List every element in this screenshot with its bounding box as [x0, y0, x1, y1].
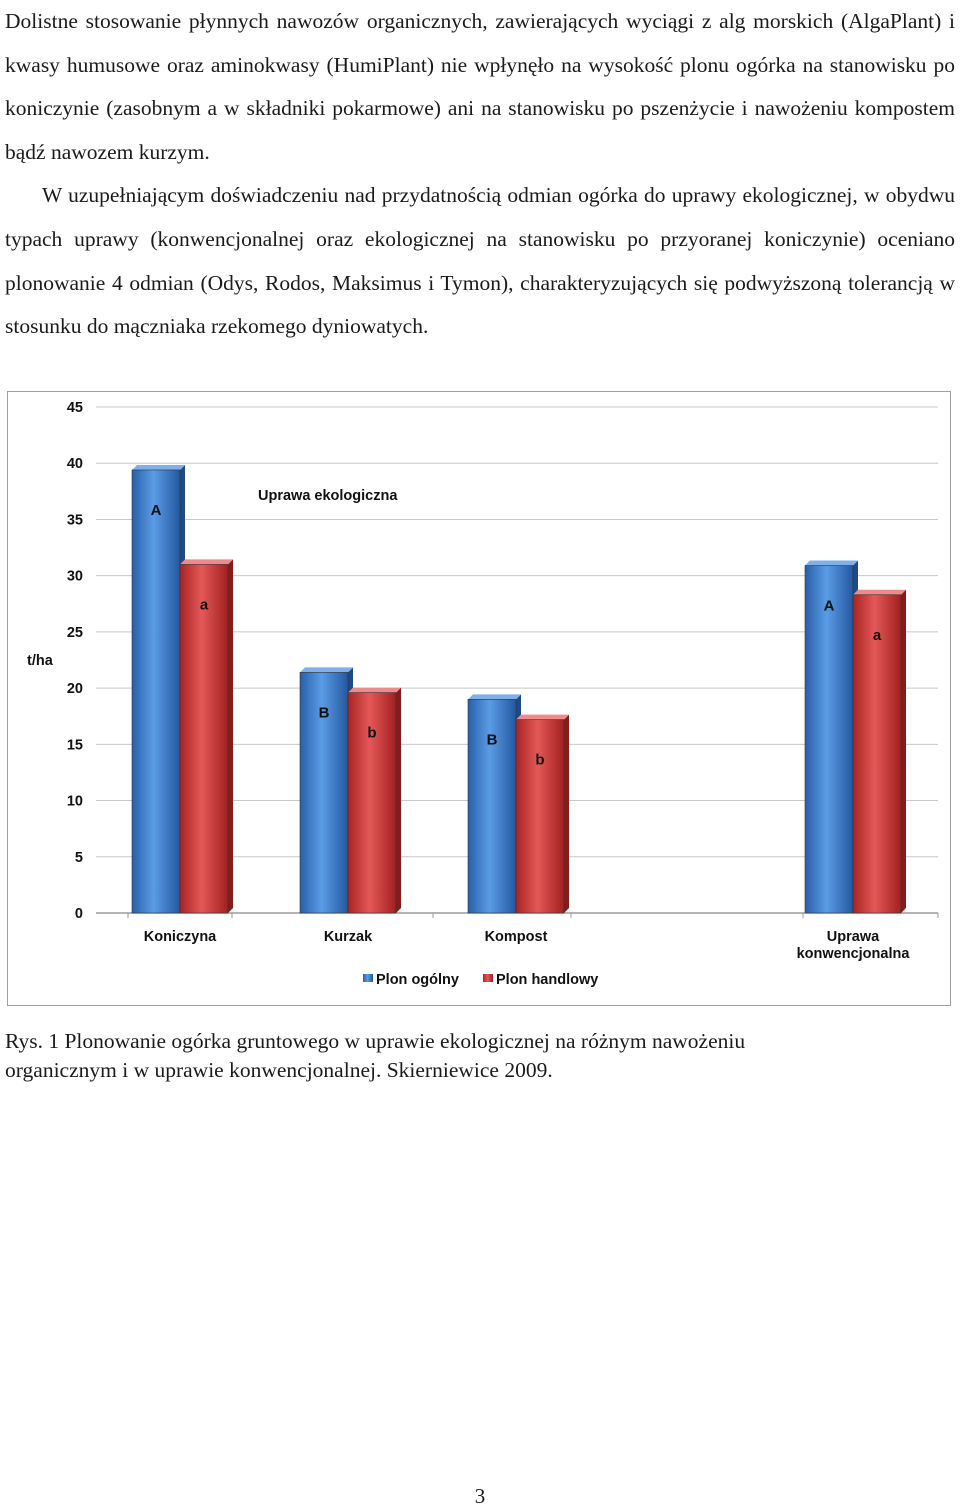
body-text: [5, 0, 955, 349]
chart-legend: [363, 972, 598, 988]
x-category-label: Uprawa konwencjonalna: [796, 929, 910, 962]
x-category-label: Kurzak: [323, 929, 373, 945]
paragraph-2: W uzupełniającym doświadczeniu nad przydatnością odmian ogórka do uprawy ekologicznej, w obydwu typach uprawy (konwencjonalnej oraz ekologicznej na stanowisku po przyoranej koniczynie) oceniano plonowanie 4 odmian (Odys, Rodos, Maksimus i Tymon), charakteryzujących się podwyższoną tolerancją w stosunku do mączniaka rzekomego dyniowatych.: [5, 183, 955, 339]
figure-caption: [5, 1027, 955, 1085]
bar-letter-label: a: [199, 596, 209, 614]
y-tick-label: 0: [74, 906, 83, 922]
page-number: 3: [474, 1484, 486, 1508]
chart-container: [7, 391, 951, 1006]
y-axis-label: t/ha: [27, 653, 53, 669]
bar-plon-ogolny: [132, 465, 185, 913]
caption-line-1: Rys. 1 Plonowanie ogórka gruntowego w uprawie ekologicznej na różnym nawożeniu: [5, 1029, 746, 1053]
bar-letter-label: A: [823, 597, 835, 615]
y-tick-label: 25: [66, 624, 83, 641]
chart-annotation: Uprawa ekologiczna: [258, 488, 398, 504]
y-tick-label: 20: [66, 681, 83, 698]
bar-letter-label: b: [367, 724, 377, 742]
y-tick-label: 30: [66, 568, 83, 585]
bar-top: [132, 465, 185, 470]
bar-front: [132, 470, 180, 913]
bar-front: [516, 720, 564, 913]
bar-side: [901, 590, 906, 913]
yield-bar-chart: [8, 392, 949, 1004]
bar-top: [805, 561, 858, 566]
caption-line-2: organicznym i w uprawie konwencjonalnej. Skierniewice 2009.: [5, 1058, 553, 1082]
x-category-label: Koniczyna: [143, 929, 217, 945]
bar-side: [564, 715, 569, 913]
bar-letter-label: B: [318, 704, 330, 722]
legend-label-plon-handlowy: Plon handlowy: [496, 972, 599, 988]
y-tick-label: 15: [66, 737, 83, 754]
bar-letter-label: A: [150, 501, 162, 519]
bar-top: [348, 688, 401, 693]
y-tick-label: 5: [74, 849, 83, 866]
y-tick-label: 10: [66, 793, 83, 810]
legend-swatch-plon-handlowy: [483, 974, 493, 982]
x-category-label: Kompost: [484, 929, 548, 945]
bar-plon-handlowy: [348, 688, 401, 913]
paragraph-1: Dolistne stosowanie płynnych nawozów organicznych, zawierających wyciągi z alg morskich (AlgaPlant) i kwasy humusowe oraz aminokwasy (HumiPlant) nie wpłynęło na wysokość plonu ogórka na stanowisku po koniczynie (zasobnym a w składniki pokarmowe) ani na stanowisku po pszenżycie i nawożeniu kompostem bądź nawozem kurzym.: [5, 9, 955, 164]
bar-top: [516, 715, 569, 720]
bar-letter-label: b: [535, 751, 545, 769]
bar-front: [180, 564, 228, 913]
bar-side: [228, 559, 233, 913]
bar-top: [300, 667, 353, 672]
legend-label-plon-ogolny: Plon ogólny: [376, 972, 459, 988]
bar-letter-label: B: [486, 731, 498, 749]
y-tick-label: 45: [66, 400, 83, 416]
bar-side: [396, 688, 401, 913]
legend-swatch-plon-ogolny: [363, 974, 373, 982]
y-tick-label: 35: [66, 512, 83, 529]
bar-top: [468, 694, 521, 699]
y-tick-label: 40: [66, 456, 83, 473]
bar-plon-ogolny: [468, 694, 521, 913]
bar-letter-label: a: [872, 626, 882, 644]
bar-front: [805, 566, 853, 913]
bar-plon-handlowy: [516, 715, 569, 913]
bar-top: [180, 559, 233, 564]
bar-top: [853, 590, 906, 595]
